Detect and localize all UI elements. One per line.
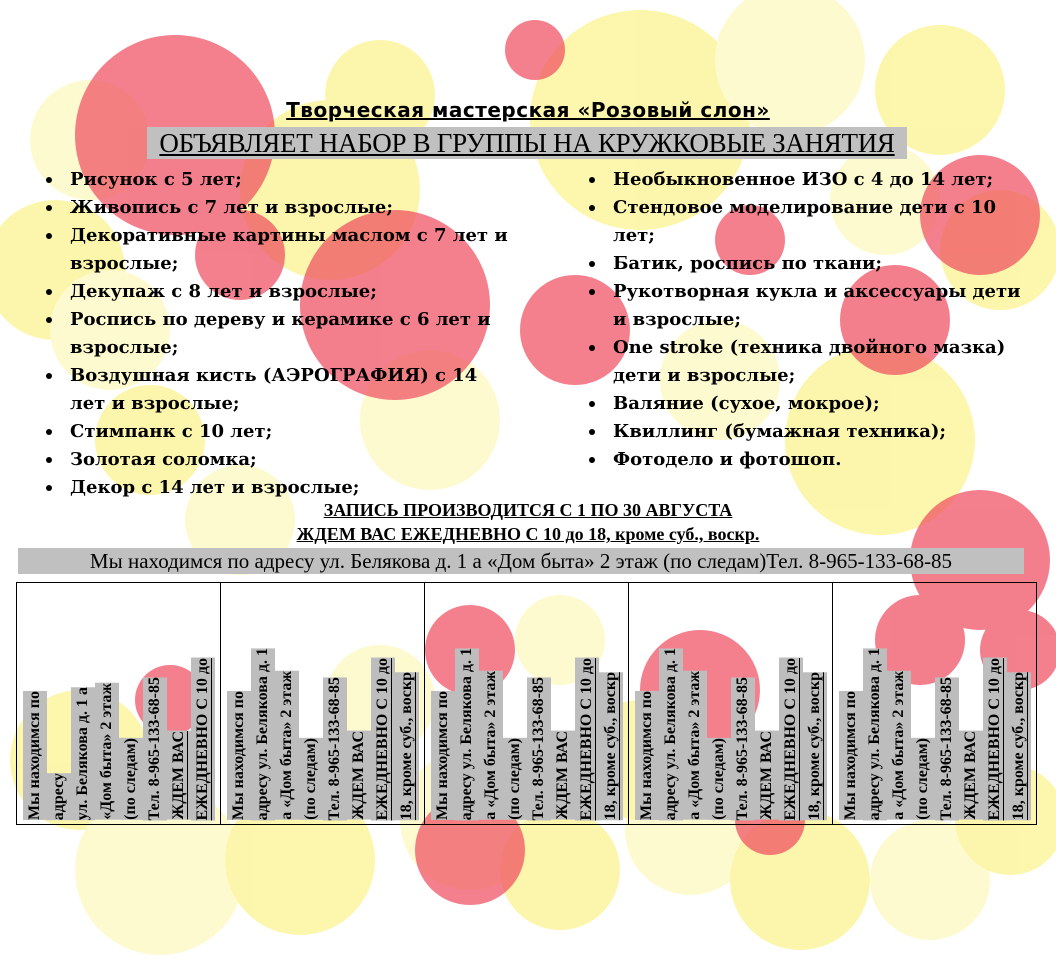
tear-line: адресу ул. Белякова д. 1 xyxy=(455,648,479,820)
list-item: Живопись с 7 лет и взрослые; xyxy=(46,194,516,222)
tear-line: (по следам) xyxy=(119,738,143,820)
list-item: Роспись по дереву и керамике с 6 лет и взрослые; xyxy=(46,306,516,362)
list-item: Декоративные картины маслом с 7 лет и взрослые; xyxy=(46,222,516,278)
list-item: Рисунок с 5 лет; xyxy=(46,166,516,194)
tear-line: 18, кроме суб., воскр xyxy=(1007,672,1031,820)
tear-off-strips xyxy=(16,582,1037,825)
tear-off-strip[interactable] xyxy=(629,583,833,824)
tear-off-strip[interactable] xyxy=(425,583,629,824)
tear-line: Мы находимся по xyxy=(431,691,455,820)
tear-line: ЕЖЕДНЕВНО С 10 до xyxy=(371,658,395,821)
tear-line: Мы находимся по xyxy=(839,691,863,820)
tear-line: Мы находимся по xyxy=(23,691,47,820)
list-item: Стендовое моделирование дети с 10 лет; xyxy=(589,194,1029,250)
tear-line: «Дом быта» 2 этаж xyxy=(95,683,119,820)
tear-line: Мы находимся по xyxy=(635,691,659,820)
tear-line: ЖДЕМ ВАС xyxy=(959,731,983,820)
tear-line: 18, кроме суб., воскр xyxy=(395,672,419,820)
address-line: Мы находимся по адресу ул. Белякова д. 1 а «Дом быта» 2 этаж (по следам)Тел. 8-965-133-68-85 xyxy=(18,548,1024,574)
tear-line: адресу xyxy=(47,773,71,820)
tear-line: а «Дом быта» 2 этаж xyxy=(479,671,503,820)
tear-line: адресу ул. Белякова д. 1 xyxy=(863,648,887,820)
list-item: Стимпанк с 10 лет; xyxy=(46,418,516,446)
tear-off-strip[interactable] xyxy=(221,583,425,824)
tear-off-strip[interactable] xyxy=(833,583,1036,824)
tear-line: ЖДЕМ ВАС xyxy=(755,731,779,820)
tear-line: 18, кроме суб., воскр xyxy=(803,672,827,820)
tear-line: Мы находимся по xyxy=(227,691,251,820)
tear-line: (по следам) xyxy=(707,738,731,820)
announcement-subtitle: ОБЪЯВЛЯЕТ НАБОР В ГРУППЫ НА КРУЖКОВЫЕ ЗАНЯТИЯ xyxy=(147,127,907,159)
tear-line: ЖДЕМ ВАС xyxy=(347,731,371,820)
courses-list-left xyxy=(46,166,516,502)
tear-line: а «Дом быта» 2 этаж xyxy=(887,671,911,820)
list-item: Декор с 14 лет и взрослые; xyxy=(46,474,516,502)
list-item: Декупаж с 8 лет и взрослые; xyxy=(46,278,516,306)
list-item: Необыкновенное ИЗО с 4 до 14 лет; xyxy=(589,166,1029,194)
list-item: Валяние (сухое, мокрое); xyxy=(589,390,1029,418)
tear-line: адресу ул. Белякова д. 1 xyxy=(659,648,683,820)
tear-line: ул. Белякова д. 1 а xyxy=(71,687,95,820)
tear-line: ЖДЕМ ВАС xyxy=(551,731,575,820)
list-item: Квиллинг (бумажная техника); xyxy=(589,418,1029,446)
tear-line: Тел. 8-965-133-68-85 xyxy=(527,677,551,820)
courses-list-right xyxy=(589,166,1029,474)
list-item: Батик, роспись по ткани; xyxy=(589,250,1029,278)
tear-line: Тел. 8-965-133-68-85 xyxy=(731,677,755,820)
tear-line: ЕЖЕДНЕВНО С 10 до xyxy=(575,658,599,821)
tear-line: ЕЖЕДНЕВНО С 10 до xyxy=(779,658,803,821)
list-item: Золотая соломка; xyxy=(46,446,516,474)
tear-line: ЖДЕМ ВАС xyxy=(167,731,191,820)
tear-line: ЕЖЕДНЕВНО С 10 до xyxy=(191,658,215,821)
tear-line: а «Дом быта» 2 этаж xyxy=(683,671,707,820)
list-item: Воздушная кисть (АЭРОГРАФИЯ) с 14 лет и взрослые; xyxy=(46,362,516,418)
tear-line: (по следам) xyxy=(503,738,527,820)
tear-line: Тел. 8-965-133-68-85 xyxy=(323,677,347,820)
opening-hours: ЖДЕМ ВАС ЕЖЕДНЕВНО С 10 до 18, кроме суб., воскр. xyxy=(296,524,760,544)
registration-dates: ЗАПИСЬ ПРОИЗВОДИТСЯ С 1 ПО 30 АВГУСТА xyxy=(323,500,733,520)
list-item: One stroke (техника двойного мазка) дети и взрослые; xyxy=(589,334,1029,390)
tear-line: Тел. 8-965-133-68-85 xyxy=(935,677,959,820)
list-item: Фотодело и фотошоп. xyxy=(589,446,1029,474)
tear-line: 18, кроме суб., воскр xyxy=(599,672,623,820)
tear-line: Тел. 8-965-133-68-85 xyxy=(143,677,167,820)
tear-off-strip[interactable] xyxy=(17,583,221,824)
tear-line: ЕЖЕДНЕВНО С 10 до xyxy=(983,658,1007,821)
tear-line: а «Дом быта» 2 этаж xyxy=(275,671,299,820)
tear-line: (по следам) xyxy=(911,738,935,820)
studio-title: Творческая мастерская «Розовый слон» xyxy=(286,98,770,122)
tear-line: адресу ул. Белякова д. 1 xyxy=(251,648,275,820)
tear-line: (по следам) xyxy=(299,738,323,820)
list-item: Рукотворная кукла и аксессуары дети и взрослые; xyxy=(589,278,1029,334)
